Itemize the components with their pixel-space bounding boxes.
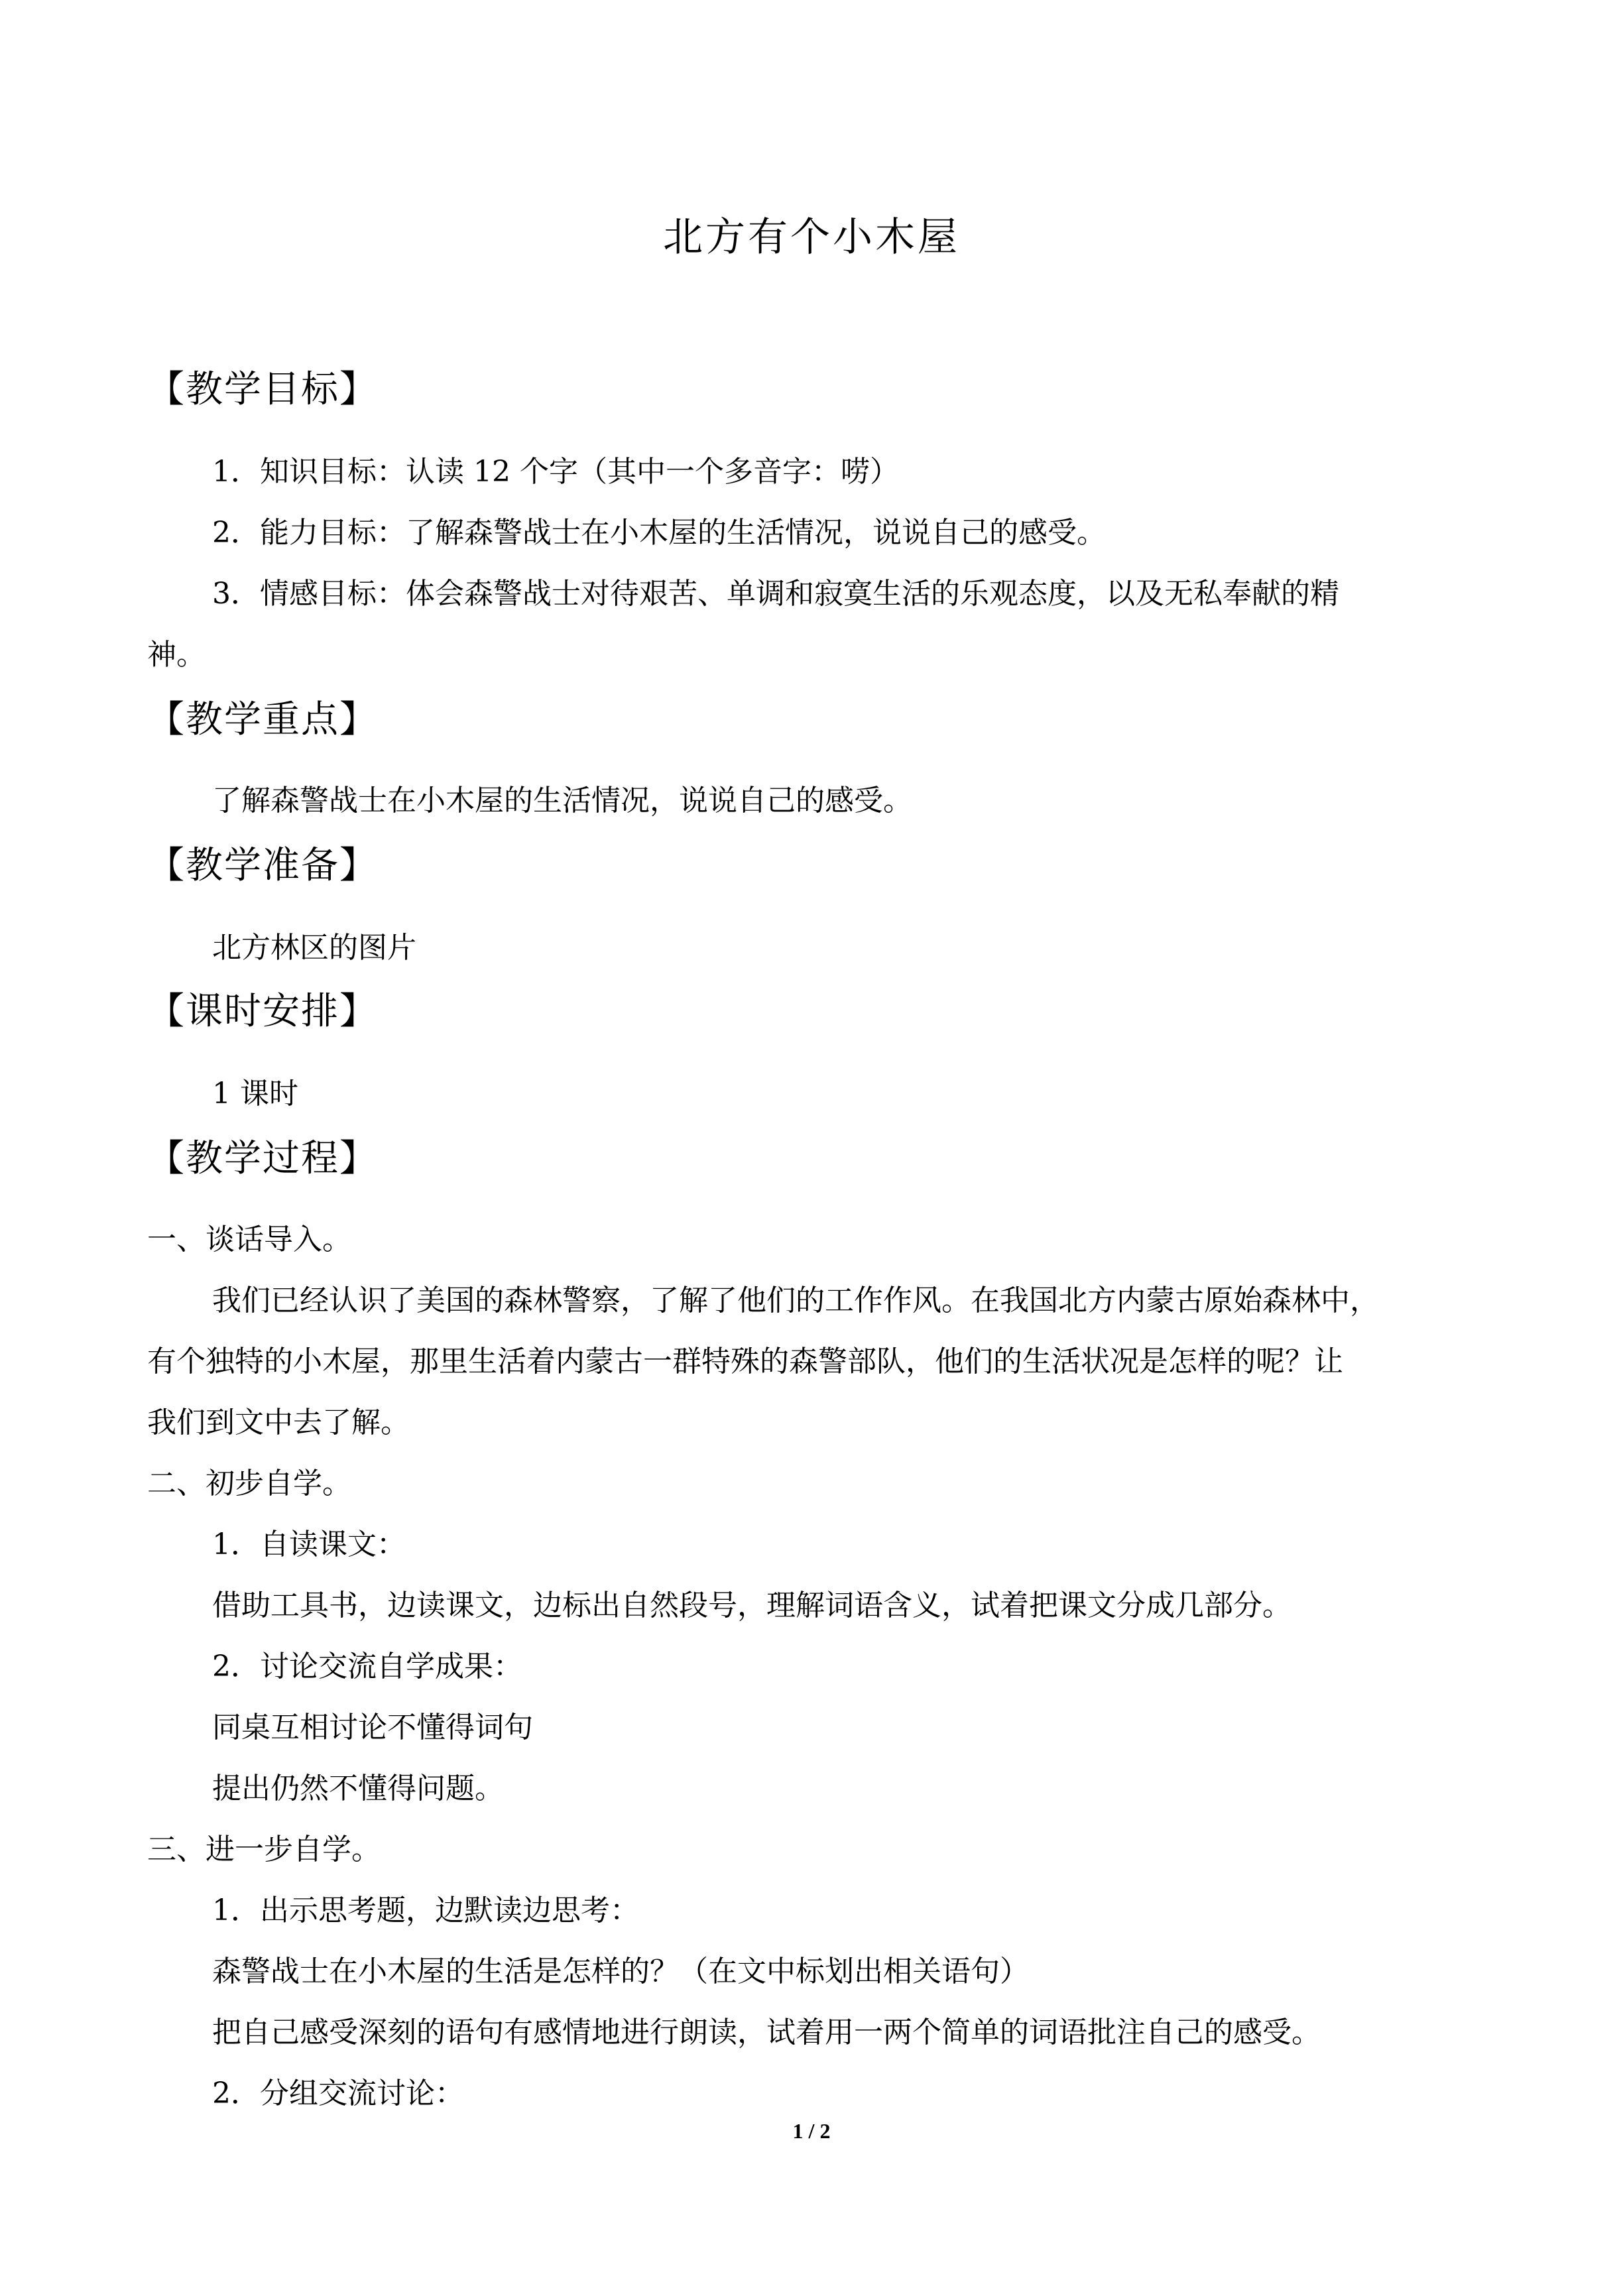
heading-objectives: 【教学目标】 (147, 368, 378, 411)
step3-line-2: 森警战士在小木屋的生活是怎样的？（在文中标划出相关语句） (212, 1955, 1029, 1988)
step1-title: 一、谈话导入。 (147, 1223, 351, 1256)
step2-line-2: 借助工具书，边读课文，边标出自然段号，理解词语含义，试着把课文分成几部分。 (212, 1589, 1292, 1622)
objective-item-1: 1．知识目标：认读 12 个字（其中一个多音字：唠） (212, 455, 899, 489)
objective-item-3-cont: 神。 (147, 638, 206, 672)
step2-line-5: 提出仍然不懂得问题。 (212, 1772, 504, 1805)
step1-line-2: 有个独特的小木屋，那里生活着内蒙古一群特殊的森警部队，他们的生活状况是怎样的呢？让 (147, 1345, 1343, 1378)
step3-line-3: 把自己感受深刻的语句有感情地进行朗读，试着用一两个简单的词语批注自己的感受。 (212, 2016, 1321, 2049)
step1-line-1: 我们已经认识了美国的森林警察，了解了他们的工作作风。在我国北方内蒙古原始森林中， (212, 1284, 1379, 1317)
step2-line-4: 同桌互相讨论不懂得词句 (212, 1711, 533, 1744)
heading-schedule: 【课时安排】 (147, 990, 378, 1033)
schedule-text: 1 课时 (212, 1077, 298, 1111)
step1-line-3: 我们到文中去了解。 (147, 1406, 410, 1439)
heading-keypoints: 【教学重点】 (147, 698, 378, 741)
preparation-text: 北方林区的图片 (212, 931, 416, 965)
step3-line-1: 1．出示思考题，边默读边思考： (212, 1894, 639, 1927)
keypoints-text: 了解森警战士在小木屋的生活情况，说说自己的感受。 (212, 784, 912, 817)
step2-title: 二、初步自学。 (147, 1467, 351, 1500)
step3-line-4: 2．分组交流讨论： (212, 2077, 464, 2110)
step2-line-3: 2．讨论交流自学成果： (212, 1650, 522, 1683)
objective-item-2: 2．能力目标：了解森警战士在小木屋的生活情况，说说自己的感受。 (212, 516, 1106, 550)
document-title: 北方有个小木屋 (663, 214, 960, 261)
step2-line-1: 1．自读课文： (212, 1528, 406, 1561)
objective-item-3: 3．情感目标：体会森警战士对待艰苦、单调和寂寞生活的乐观态度，以及无私奉献的精 (212, 577, 1339, 611)
heading-process: 【教学过程】 (147, 1137, 378, 1180)
page-number: 1 / 2 (792, 2119, 831, 2143)
heading-preparation: 【教学准备】 (147, 844, 378, 887)
step3-title: 三、进一步自学。 (147, 1833, 381, 1866)
